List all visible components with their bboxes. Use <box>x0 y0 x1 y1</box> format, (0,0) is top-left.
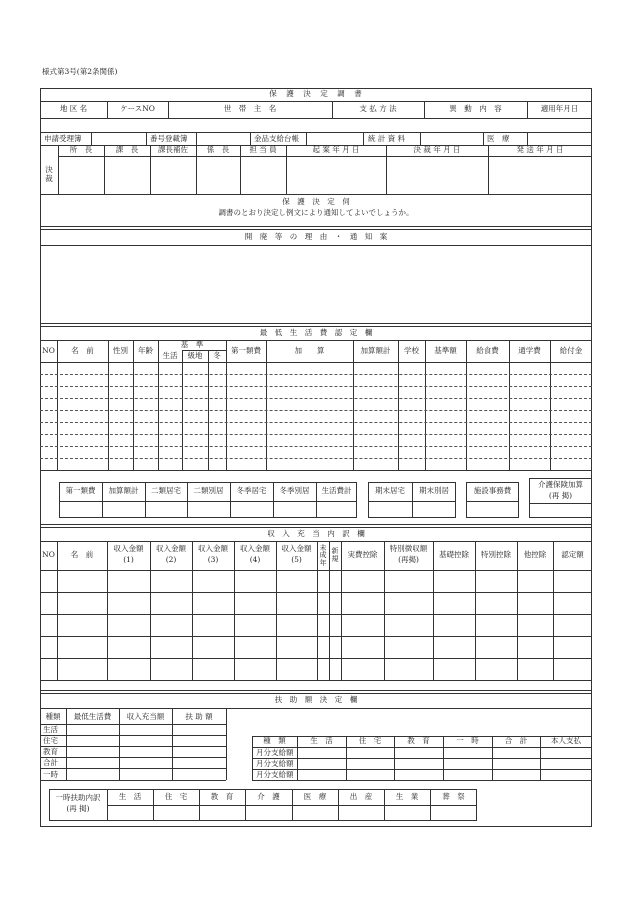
inc-col-actual-deduct: 実費控除 <box>347 550 378 560</box>
care-insurance-repost: (再 掲) <box>548 491 573 501</box>
inc-col-no: NO <box>42 550 55 560</box>
inc-col-recognized: 認定額 <box>561 550 584 560</box>
ichiji-childbirth: 出 産 <box>349 792 373 802</box>
sum-winter-home: 冬季居宅 <box>236 486 267 496</box>
aid-row-living: 生活 <box>43 725 58 734</box>
inc-col-1: 収入金額 <box>113 543 144 553</box>
col-benefit: 給付金 <box>559 345 583 355</box>
col-kasan-total: 加算額計 <box>360 345 391 355</box>
officer-label: 担 当 員 <box>249 145 277 155</box>
aid-r-month-2: 月分支給額 <box>256 759 294 768</box>
inc-col-special-collect: 特別徴収額 <box>389 543 428 553</box>
sum-class2-home: 二類居宅 <box>151 486 181 496</box>
sum-first-class: 第一類費 <box>65 486 96 496</box>
aid-r-month-1: 月分支給額 <box>256 748 294 757</box>
col-kijun-winter: 冬 <box>213 350 221 360</box>
number-register-label: 番号登載簿 <box>150 134 188 143</box>
approval-date-label: 決 裁 年 月 日 <box>413 145 461 155</box>
kessai-label: 決 裁 <box>45 165 53 183</box>
inc-col-other-deduct: 他控除 <box>523 550 547 560</box>
aid-col-min-living: 最低生活費 <box>73 711 112 721</box>
col-commute: 通学費 <box>518 345 541 355</box>
col-lunch: 給食費 <box>476 345 499 355</box>
ichiji-living: 生 活 <box>118 792 142 802</box>
inc-col-name: 名 前 <box>70 550 94 560</box>
aid-r-housing: 住 宅 <box>358 736 382 746</box>
sum-facility-fee: 施設事務費 <box>473 486 512 496</box>
col-base: 基準額 <box>434 345 457 355</box>
col-kasan: 加 算 <box>294 345 325 355</box>
col-sex: 性別 <box>113 345 128 355</box>
reason-title: 開 廃 等 の 理 由 ・ 通 知 案 <box>244 232 388 242</box>
inc-col-new: 新規 <box>331 547 339 563</box>
sent-date-label: 発 送 年 月 日 <box>516 145 564 155</box>
col-school: 学校 <box>404 345 419 355</box>
min-living-title: 最 低 生 活 費 認 定 欄 <box>259 328 373 338</box>
aid-col-income: 収入充当額 <box>126 711 165 721</box>
inc-col-5: 収入金額 <box>281 543 312 553</box>
inc-col-4: 収入金額 <box>240 543 270 553</box>
ichiji-funeral: 葬 祭 <box>442 792 465 802</box>
inc-col-5-num: (5) <box>291 554 302 564</box>
aid-r-self-pay: 本人支払 <box>551 736 581 746</box>
inc-col-3: 収入金額 <box>198 543 228 553</box>
aid-row-education: 教育 <box>43 747 58 756</box>
aid-r-living: 生 活 <box>310 736 333 746</box>
sum-living-total: 生活費計 <box>321 486 352 496</box>
income-title: 収 入 充 当 内 訳 欄 <box>267 529 365 539</box>
care-insurance-label: 介護保険加算 <box>538 480 583 490</box>
col-kijun-life: 生活 <box>162 350 178 360</box>
statistics-label: 統 計 資 料 <box>368 134 406 143</box>
ichiji-medical: 医 療 <box>303 792 327 802</box>
sum-yearend-separate: 期末別居 <box>419 486 449 496</box>
sum-class2-separate: 二類別居 <box>193 486 224 496</box>
change-content-label: 異 動 内 容 <box>449 104 502 114</box>
inc-col-1-num: (1) <box>123 554 134 564</box>
case-no-label: ケースNO <box>120 104 155 114</box>
section-chief-label: 課 長 <box>115 145 139 155</box>
aid-r-total: 合 計 <box>504 736 528 746</box>
form-title: 保 護 決 定 調 書 <box>269 89 363 99</box>
aid-col-kind: 種類 <box>45 711 61 721</box>
decision-text: 調書のとおり決定し例文により通知してよいでしょうか。 <box>218 207 414 217</box>
col-age: 年齢 <box>138 345 153 355</box>
unit-chief-label: 係 長 <box>206 145 230 155</box>
form-id: 様式第3号(第2条関係) <box>42 67 118 76</box>
apply-date-label: 適用年月日 <box>540 104 579 114</box>
inc-col-2: 収入金額 <box>156 543 186 553</box>
ichiji-label: 一時扶助内訳 <box>55 793 101 803</box>
application-register-label: 申請受理簿 <box>44 134 82 143</box>
aid-r-education: 教 育 <box>407 736 430 746</box>
col-kijun-grade: 級地 <box>187 350 203 360</box>
medical-label: 医 療 <box>487 134 510 143</box>
col-no: NO <box>42 345 55 355</box>
ichiji-repost: (再 掲) <box>66 804 90 814</box>
ichiji-care: 介 護 <box>257 792 280 802</box>
inc-col-2-num: (2) <box>165 554 177 564</box>
col-name: 名 前 <box>71 345 94 355</box>
district-name-label: 地 区 名 <box>59 104 88 114</box>
householder-label: 世 帯 主 名 <box>223 104 277 114</box>
col-first-class: 第一類費 <box>231 345 261 355</box>
aid-row-temporary: 一時 <box>43 770 58 779</box>
aid-row-housing: 住宅 <box>43 736 58 745</box>
col-kijun: 基 準 <box>180 339 204 349</box>
inc-col-3-num: (3) <box>207 554 219 564</box>
inc-col-minor: 未成年 <box>319 543 327 567</box>
aid-r-month-3: 月分支給額 <box>256 770 294 779</box>
inc-col-special-collect-repost: (再掲) <box>398 554 419 564</box>
aid-r-kind: 種 類 <box>263 736 286 746</box>
aid-col-amount: 扶 助 額 <box>185 711 213 721</box>
sum-winter-separate: 冬季別居 <box>279 486 310 496</box>
payment-method-label: 支 払 方 法 <box>359 104 397 114</box>
aid-r-temporary: 一 時 <box>456 736 479 746</box>
deputy-chief-label: 課長補佐 <box>158 145 188 155</box>
inc-col-special-deduct: 特別控除 <box>481 550 511 560</box>
inc-col-basic-deduct: 基礎控除 <box>439 550 469 560</box>
sum-yearend-home: 期末居宅 <box>375 486 405 496</box>
director-label: 所 長 <box>69 145 93 155</box>
aid-title: 扶 助 額 決 定 欄 <box>274 695 358 705</box>
ichiji-education: 教 育 <box>210 792 234 802</box>
sum-kasan-total: 加算額計 <box>108 486 139 496</box>
decision-title: 保 護 決 定 伺 <box>282 196 350 206</box>
aid-row-total: 合計 <box>43 758 58 767</box>
ichiji-housing: 住 宅 <box>164 792 188 802</box>
draft-date-label: 起 案 年 月 日 <box>312 145 360 155</box>
payment-ledger-label: 金品支給台帳 <box>254 134 299 143</box>
inc-col-4-num: (4) <box>249 554 261 564</box>
ichiji-occupation: 生 業 <box>395 792 419 802</box>
